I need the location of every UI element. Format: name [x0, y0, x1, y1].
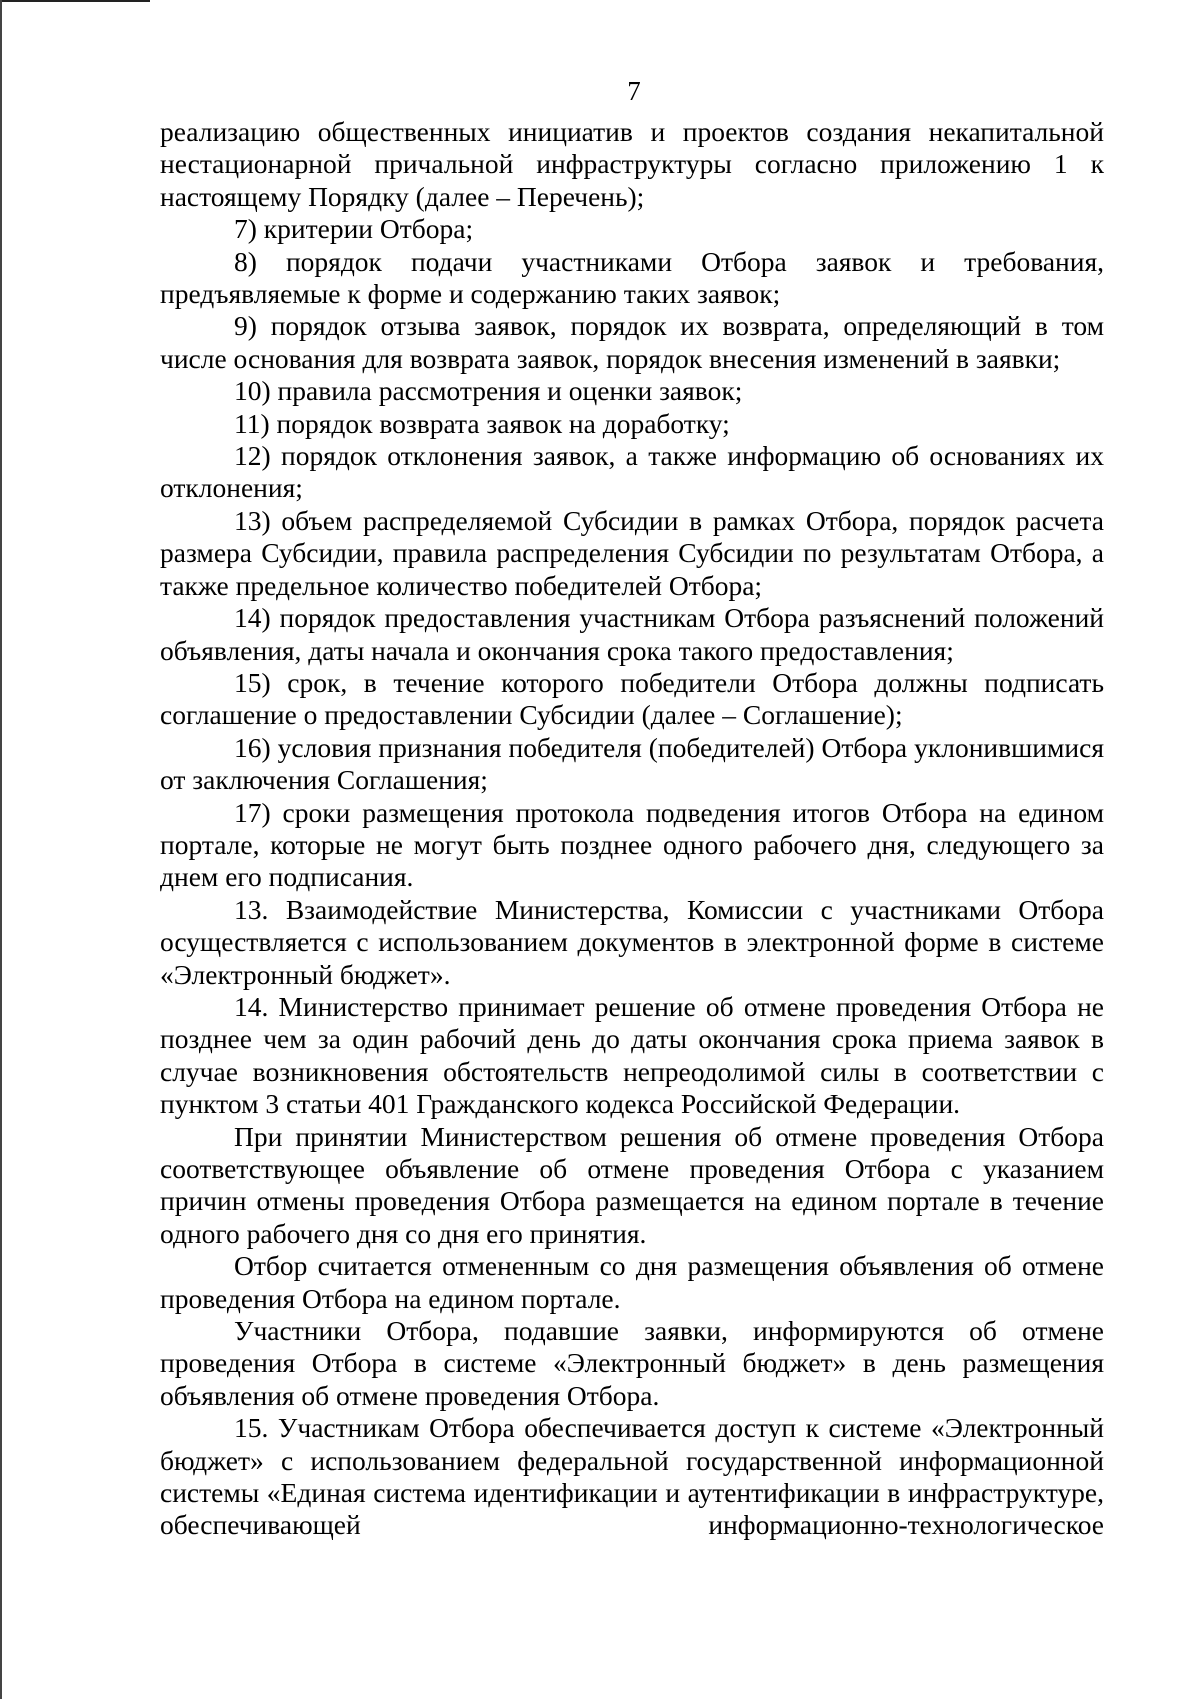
document-body — [160, 116, 1104, 1542]
list-item-13: 13) объем распределяемой Субсидии в рамках Отбора, порядок расчета размера Субсидии, правила распределения Субсидии по результатам Отбора, а также предельное количество победителей Отбора; — [160, 504, 1104, 601]
list-item-12: 12) порядок отклонения заявок, а также информацию об основаниях их отклонения; — [160, 440, 1104, 504]
list-item-8: 8) порядок подачи участниками Отбора заявок и требования, предъявляемые к форме и содержанию таких заявок; — [160, 245, 1104, 310]
section-14-paragraph-4: Участники Отбора, подавшие заявки, информируются об отмене проведения Отбора в системе «Электронный бюджет» в день размещения объявления об отмене проведения Отбора. — [160, 1315, 1104, 1411]
page-number: 7 — [627, 76, 641, 106]
list-item-14: 14) порядок предоставления участникам Отбора разъяснений положений объявления, даты начала и окончания срока такого предоставления; — [160, 602, 1104, 666]
section-15: 15. Участникам Отбора обеспечивается доступ к системе «Электронный бюджет» с использованием федеральной государственной информационной системы «Единая система идентификации и аутентификации в инфраструктуре, обеспечивающей информационно-технологическое — [160, 1412, 1104, 1541]
section-14-paragraph-3: Отбор считается отмененным со дня размещения объявления об отмене проведения Отбора на едином портале. — [160, 1250, 1104, 1314]
list-item-16: 16) условия признания победителя (победителей) Отбора уклонившимися от заключения Соглашения; — [160, 731, 1104, 796]
scan-edge-left — [0, 0, 2, 1699]
list-item-15: 15) срок, в течение которого победители Отбора должны подписать соглашение о предоставлении Субсидии (далее – Соглашение); — [160, 666, 1104, 731]
section-13: 13. Взаимодействие Министерства, Комиссии с участниками Отбора осуществляется с использованием документов в электронной форме в системе «Электронный бюджет». — [160, 893, 1104, 990]
list-item-7: 7) критерии Отбора; — [234, 213, 474, 245]
list-item-17: 17) сроки размещения протокола подведения итогов Отбора на едином портале, которые не могут быть позднее одного рабочего дня, следующего за днем его подписания. — [160, 796, 1104, 893]
section-14-paragraph-2: При принятии Министерством решения об отмене проведения Отбора соответствующее объявление об отмене проведения Отбора с указанием причин отмены проведения Отбора размещается на едином портале в течение одного рабочего дня со дня его принятия. — [160, 1120, 1104, 1249]
list-item-10: 10) правила рассмотрения и оценки заявок; — [234, 375, 743, 407]
section-14: 14. Министерство принимает решение об отмене проведения Отбора не позднее чем за один рабочий день до даты окончания срока приема заявок в случае возникновения обстоятельств непреодолимой силы в соответствии с пунктом 3 статьи 401 Гражданского кодекса Российской Федерации. — [160, 990, 1104, 1120]
paragraph-continuation: реализацию общественных инициатив и проектов создания некапитальной нестационарной причальной инфраструктуры согласно приложению 1 к настоящему Порядку (далее – Перечень); — [160, 116, 1104, 212]
list-item-9: 9) порядок отзыва заявок, порядок их возврата, определяющий в том числе основания для возврата заявок, порядок внесения изменений в заявки; — [160, 310, 1104, 374]
scan-edge-top — [0, 0, 150, 2]
list-item-11: 11) порядок возврата заявок на доработку; — [234, 407, 730, 439]
